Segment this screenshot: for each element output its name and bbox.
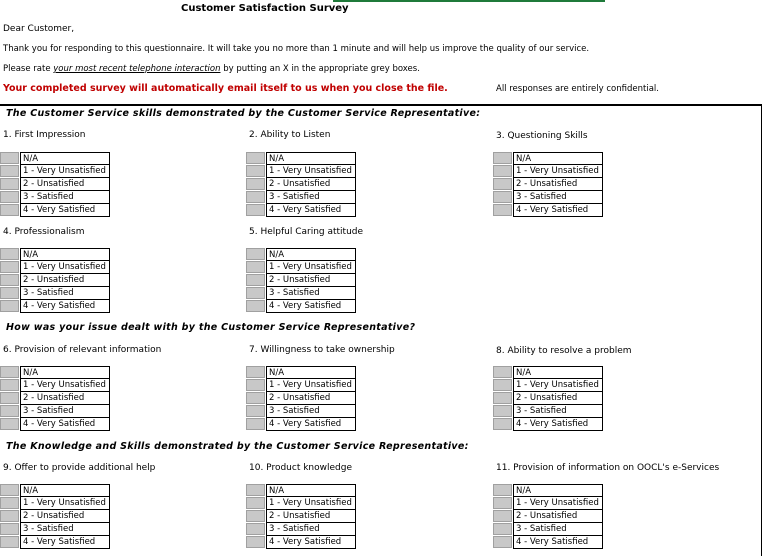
question-title: 4. Professionalism: [3, 227, 85, 237]
rating-option-label: 2 - Unsatisfied: [513, 510, 603, 523]
rating-option: [0, 523, 110, 536]
rating-option-label: N/A: [266, 484, 356, 497]
rating-option: [0, 379, 110, 392]
rating-checkbox[interactable]: [0, 204, 19, 216]
rating-checkbox[interactable]: [493, 152, 512, 164]
question-title: 6. Provision of relevant information: [3, 345, 162, 355]
rating-checkbox[interactable]: [246, 392, 265, 404]
rating-checkbox[interactable]: [0, 152, 19, 164]
rating-option: [246, 392, 356, 405]
rating-checkbox[interactable]: [246, 405, 265, 417]
rating-option: [0, 497, 110, 510]
rating-checkbox[interactable]: [0, 536, 19, 548]
email-notice: Your completed survey will automatically email itself to us when you close the file.: [3, 83, 448, 94]
question-title: 5. Helpful Caring attitude: [249, 227, 364, 237]
rating-checkbox[interactable]: [493, 392, 512, 404]
rating-checkbox[interactable]: [246, 165, 265, 177]
rating-option-label: 3 - Satisfied: [513, 191, 603, 204]
section-title-3: The Knowledge and Skills demonstrated by the Customer Service Representative:: [6, 441, 469, 452]
rate-instruction: [3, 64, 420, 74]
rating-option-label: 4 - Very Satisfied: [20, 204, 110, 217]
rating-option-label: N/A: [266, 152, 356, 165]
rating-option: [0, 405, 110, 418]
rating-option: [0, 204, 110, 217]
rating-checkbox[interactable]: [493, 178, 512, 190]
rating-checkbox[interactable]: [0, 274, 19, 286]
rating-option-label: 4 - Very Satisfied: [513, 418, 603, 431]
rating-option: [493, 418, 603, 431]
question-title: 3. Questioning Skills: [496, 131, 588, 141]
rating-option-label: N/A: [20, 484, 110, 497]
rating-option: [246, 366, 356, 379]
rating-checkbox[interactable]: [493, 379, 512, 391]
rating-option-label: 3 - Satisfied: [266, 405, 356, 418]
rating-option-label: 2 - Unsatisfied: [20, 178, 110, 191]
rating-option-label: 3 - Satisfied: [513, 405, 603, 418]
rating-checkbox[interactable]: [493, 366, 512, 378]
rating-option: [0, 392, 110, 405]
rating-option-label: 4 - Very Satisfied: [266, 300, 356, 313]
rating-option-label: 4 - Very Satisfied: [266, 204, 356, 217]
rating-checkbox[interactable]: [0, 392, 19, 404]
rating-option-label: 2 - Unsatisfied: [20, 510, 110, 523]
rating-option: [246, 287, 356, 300]
rating-checkbox[interactable]: [0, 248, 19, 260]
rating-option-label: 2 - Unsatisfied: [20, 274, 110, 287]
question-title: 10. Product knowledge: [249, 463, 352, 473]
rating-checkbox[interactable]: [493, 191, 512, 203]
rating-checkbox[interactable]: [0, 191, 19, 203]
rating-checkbox[interactable]: [493, 497, 512, 509]
rating-option-label: N/A: [20, 366, 110, 379]
rate-suffix: by putting an X in the appropriate grey boxes.: [220, 64, 420, 74]
rating-option-label: N/A: [513, 484, 603, 497]
rating-option-label: 1 - Very Unsatisfied: [20, 497, 110, 510]
rating-option: [493, 484, 603, 497]
rating-option-label: 2 - Unsatisfied: [513, 178, 603, 191]
question-title: 8. Ability to resolve a problem: [496, 346, 632, 356]
rating-option: [493, 510, 603, 523]
rating-checkbox[interactable]: [246, 287, 265, 299]
rating-option: [493, 379, 603, 392]
intro-text: Thank you for responding to this questionnaire. It will take you no more than 1 minute and will help us improve the quality of our service.: [3, 44, 590, 54]
rating-option: [493, 178, 603, 191]
rating-option-label: N/A: [266, 248, 356, 261]
rating-checkbox[interactable]: [493, 484, 512, 496]
question-title: 11. Provision of information on OOCL's e-Services: [496, 463, 720, 473]
rating-checkbox[interactable]: [246, 274, 265, 286]
rating-option: [0, 366, 110, 379]
rating-option-label: 1 - Very Unsatisfied: [266, 379, 356, 392]
rating-option: [246, 418, 356, 431]
rating-option: [493, 366, 603, 379]
rating-option: [0, 152, 110, 165]
rating-option: [493, 152, 603, 165]
rating-option-label: 1 - Very Unsatisfied: [513, 379, 603, 392]
rating-option: [246, 191, 356, 204]
rate-prefix: Please rate: [3, 64, 51, 74]
rating-option: [493, 523, 603, 536]
rating-option-label: 3 - Satisfied: [20, 405, 110, 418]
header-accent-line: [333, 0, 605, 2]
rating-option-label: N/A: [20, 248, 110, 261]
rating-option: [493, 165, 603, 178]
rating-option: [493, 191, 603, 204]
rating-option-label: 2 - Unsatisfied: [20, 392, 110, 405]
rating-checkbox[interactable]: [0, 497, 19, 509]
question-title: 1. First Impression: [3, 130, 86, 140]
rating-option-label: 2 - Unsatisfied: [266, 178, 356, 191]
rating-option: [0, 248, 110, 261]
rating-checkbox[interactable]: [246, 204, 265, 216]
rating-option: [493, 497, 603, 510]
greeting: Dear Customer,: [3, 24, 75, 34]
rating-option-label: 3 - Satisfied: [266, 287, 356, 300]
rating-option-label: N/A: [266, 366, 356, 379]
section-title-1: The Customer Service skills demonstrated by the Customer Service Representative:: [6, 108, 481, 119]
rating-option-label: 1 - Very Unsatisfied: [266, 165, 356, 178]
rating-option: [246, 165, 356, 178]
rating-option: [0, 274, 110, 287]
rating-checkbox[interactable]: [493, 523, 512, 535]
rating-checkbox[interactable]: [0, 523, 19, 535]
rating-option: [0, 261, 110, 274]
rating-checkbox[interactable]: [246, 418, 265, 430]
rating-option-label: N/A: [513, 366, 603, 379]
rating-option: [246, 261, 356, 274]
rating-checkbox[interactable]: [493, 418, 512, 430]
rating-option-label: 1 - Very Unsatisfied: [266, 497, 356, 510]
rating-option: [0, 484, 110, 497]
rate-emphasis: your most recent telephone interaction: [53, 64, 221, 74]
rating-option: [0, 165, 110, 178]
confidential-note: All responses are entirely confidential.: [496, 84, 659, 94]
rating-option: [0, 418, 110, 431]
rating-option: [246, 379, 356, 392]
rating-option-label: 2 - Unsatisfied: [266, 392, 356, 405]
rating-checkbox[interactable]: [0, 261, 19, 273]
rating-checkbox[interactable]: [246, 510, 265, 522]
rating-option: [0, 510, 110, 523]
rating-checkbox[interactable]: [246, 484, 265, 496]
rating-checkbox[interactable]: [493, 510, 512, 522]
rating-option: [246, 523, 356, 536]
rating-option-label: 1 - Very Unsatisfied: [20, 379, 110, 392]
rating-option-label: 3 - Satisfied: [266, 191, 356, 204]
rating-checkbox[interactable]: [246, 152, 265, 164]
rating-option: [246, 274, 356, 287]
rating-checkbox[interactable]: [0, 484, 19, 496]
rating-checkbox[interactable]: [246, 261, 265, 273]
rating-option-label: 2 - Unsatisfied: [266, 510, 356, 523]
rating-option-label: 1 - Very Unsatisfied: [266, 261, 356, 274]
rating-option-label: 4 - Very Satisfied: [513, 204, 603, 217]
rating-option-label: 4 - Very Satisfied: [266, 536, 356, 549]
rating-option: [493, 536, 603, 549]
rating-option-label: 4 - Very Satisfied: [20, 418, 110, 431]
rating-option-label: 3 - Satisfied: [20, 191, 110, 204]
rating-checkbox[interactable]: [246, 379, 265, 391]
rating-option: [246, 405, 356, 418]
rating-checkbox[interactable]: [0, 379, 19, 391]
rating-option-label: N/A: [513, 152, 603, 165]
rating-checkbox[interactable]: [246, 366, 265, 378]
rating-checkbox[interactable]: [246, 497, 265, 509]
rating-checkbox[interactable]: [0, 287, 19, 299]
rating-option-label: 4 - Very Satisfied: [20, 536, 110, 549]
rating-checkbox[interactable]: [493, 204, 512, 216]
rating-option: [246, 497, 356, 510]
rating-option-label: 1 - Very Unsatisfied: [20, 165, 110, 178]
rating-checkbox[interactable]: [0, 300, 19, 312]
rating-option-label: 4 - Very Satisfied: [513, 536, 603, 549]
question-title: 7. Willingness to take ownership: [249, 345, 395, 355]
rating-checkbox[interactable]: [246, 300, 265, 312]
rating-option-label: 3 - Satisfied: [20, 287, 110, 300]
rating-checkbox[interactable]: [246, 523, 265, 535]
rating-checkbox[interactable]: [493, 405, 512, 417]
rating-checkbox[interactable]: [0, 178, 19, 190]
rating-option: [246, 536, 356, 549]
rating-option: [246, 248, 356, 261]
rating-option: [246, 178, 356, 191]
rating-option-label: 2 - Unsatisfied: [513, 392, 603, 405]
rating-checkbox[interactable]: [0, 405, 19, 417]
rating-option: [246, 484, 356, 497]
rating-checkbox[interactable]: [246, 191, 265, 203]
rating-option-label: 2 - Unsatisfied: [266, 274, 356, 287]
rating-option-label: 1 - Very Unsatisfied: [513, 497, 603, 510]
rating-option: [246, 152, 356, 165]
question-title: 2. Ability to Listen: [249, 130, 331, 140]
question-title: 9. Offer to provide additional help: [3, 463, 156, 473]
rating-option: [0, 287, 110, 300]
section-title-2: How was your issue dealt with by the Customer Service Representative?: [6, 322, 416, 333]
rating-option: [493, 204, 603, 217]
rating-option: [493, 392, 603, 405]
rating-option-label: 3 - Satisfied: [20, 523, 110, 536]
rating-option: [246, 204, 356, 217]
rating-option: [493, 405, 603, 418]
rating-checkbox[interactable]: [0, 165, 19, 177]
rating-option-label: N/A: [20, 152, 110, 165]
rating-checkbox[interactable]: [246, 178, 265, 190]
rating-option-label: 1 - Very Unsatisfied: [513, 165, 603, 178]
rating-option: [246, 510, 356, 523]
rating-option-label: 3 - Satisfied: [513, 523, 603, 536]
rating-option: [246, 300, 356, 313]
rating-checkbox[interactable]: [0, 366, 19, 378]
rating-option-label: 4 - Very Satisfied: [20, 300, 110, 313]
rating-checkbox[interactable]: [0, 510, 19, 522]
rating-option-label: 3 - Satisfied: [266, 523, 356, 536]
rating-checkbox[interactable]: [493, 165, 512, 177]
rating-option-label: 1 - Very Unsatisfied: [20, 261, 110, 274]
rating-option: [0, 191, 110, 204]
rating-option: [0, 178, 110, 191]
page-title: Customer Satisfaction Survey: [181, 3, 349, 14]
rating-checkbox[interactable]: [0, 418, 19, 430]
rating-option-label: 4 - Very Satisfied: [266, 418, 356, 431]
rating-option: [0, 300, 110, 313]
rating-checkbox[interactable]: [246, 248, 265, 260]
rating-checkbox[interactable]: [246, 536, 265, 548]
rating-checkbox[interactable]: [493, 536, 512, 548]
rating-option: [0, 536, 110, 549]
